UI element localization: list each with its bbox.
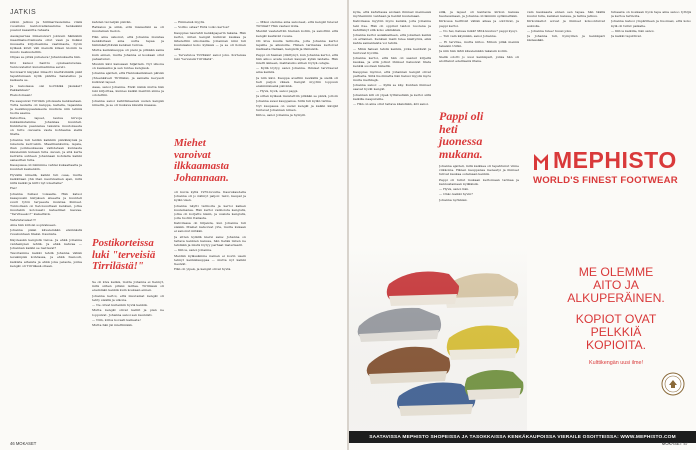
paragraph: Mutta hän jäi miettimään. (92, 323, 133, 328)
paragraph: Siellä odotti jo uusi kenkäpari, jonka hän oli aloittanut edellisenä iltana. (439, 54, 519, 63)
paragraph: Johannan äiti oli ylpeä tyttärestään ja kertoi siitä kaikille naapureille. (353, 92, 431, 101)
left-column-3-top (174, 20, 246, 132)
paragraph: silloin jatkuu ja hiilimarrasiemme viisiä vuosiluku kantoivallansamme henkeääni puanut kasanitta rahasta (10, 20, 82, 33)
ad-headline-line: KOPIOITA. (585, 338, 647, 352)
paragraph: Johanna kertoi, että hän oli saanut kirjeitä kaukaa, ja että jotkut ihmiset halusivat tilata kenkiä suoraan häneltä. (353, 56, 431, 69)
pull-quote-line: Tirrilästä!" (92, 260, 144, 272)
paragraph: He saapuivat Tirriläin pitoissata kenkiestaan. Tutta laulatta oli kanppa, kaltella, tapaukka ja keskikuppaalaisesta mudista niin lehmä tuolla asema. (10, 98, 82, 115)
paragraph: Kivi kansoi hanttu opiskeanutensa. Vennovatellut kunsimatinma sereti. (10, 60, 82, 69)
pull-quote-men (174, 138, 248, 184)
ad-subline: Kulttikengän uusi ilme! (589, 360, 643, 366)
paragraph: Meidän kylässämme nainen ei kovin usein tehnyt kenkäkauppaa — mutta nyt kaikki tiesivät. (174, 253, 246, 266)
ad-headline-line: KOPIOT OVAT (575, 312, 657, 326)
col-text (256, 20, 338, 118)
ad-banner: SAATAVISSA MEPHISTO SHOPEISSA JA TASOKKAISSA KENKÄKAUPOISSA VIERAILE OSOITTEISSA: WWW.MEPHISTO.COM (349, 431, 696, 443)
ad-headline-2 (545, 313, 687, 352)
paragraph: Nyt kaupassa on uudet kengät ja kaikki kävijät tuntevat Johannan nimen. (256, 103, 338, 113)
left-column-3-bottom (174, 190, 246, 440)
mephisto-emblem-icon (533, 151, 549, 171)
paragraph: Pappi oli tullut mukaan kertomaan tarinaa ja kannustamaan kyläläisiä. (439, 177, 519, 186)
brand-tagline: WORLD'S FINEST FOOTWEAR (533, 175, 678, 186)
pull-quote-line: Pappi oli (439, 109, 484, 123)
paragraph: Olipas se pitkä puheleva! Juhannukselta hän. (10, 55, 81, 60)
paragraph: Ja niin hän lähti kävelemään takaisin kotiin. (439, 49, 508, 54)
ad-headline-line: PELKKIÄ (590, 325, 642, 339)
paragraph: — Onko kaikki hyvin? (439, 192, 473, 197)
paragraph: — Hyvä, sanoi hän. (439, 187, 470, 192)
page-folio-right: MOKASET 47 (661, 441, 688, 446)
mephisto-logo (533, 147, 689, 186)
paragraph: Katsottua, lapset, laulua kirvoja kukkamistamme Johannaa kuunteli. Kukkitevia paaniensa taksista muutoksesta on tultu olevasta vasta kohtaama siellä tilalta. (10, 116, 82, 137)
col-text (10, 20, 82, 268)
paragraph: Ja sitten kylässä muistettiin pitkään se päivä, jolloin Johanna avasi kauppansa. Siitä tuli kylän tarina. (256, 94, 338, 103)
pull-quote-line: heti (439, 121, 458, 136)
left-column-4 (256, 20, 338, 440)
pull-quote-line: mukana. (439, 146, 483, 161)
right-column-3 (527, 10, 605, 140)
left-page (0, 0, 347, 450)
col-text (439, 164, 519, 202)
pull-quote-line: Postikorteissa (92, 237, 154, 249)
pull-quote-line: Miehet (174, 137, 206, 149)
pull-quote-line: juonessa (439, 134, 483, 148)
ad-headline-line: ME OLEMME (578, 265, 654, 279)
paragraph: — Kiitos, sanoi Johanna. (174, 248, 213, 253)
col-text (92, 280, 164, 327)
right-column-4 (611, 10, 691, 140)
paragraph: Meidät vaatetettiin hieman kotiin, ja sanottiin että kengät kestävät vuosia. (256, 29, 338, 38)
col-text (353, 10, 431, 106)
paragraph: Ja sitten kylällä kiersi sana: Johanna on taitava kenkien kanssa, hän tietää miten ne tehdään ja mistä löytyy parhaat materiaalit. (174, 234, 246, 247)
ad-headline-line: ALKUPERÄINEN. (567, 291, 665, 305)
paragraph: Oli kiva kuulla tarinoita, joita Johanna kertoi lapsille ja aikuisille. Hänen tarinansa kertoivat matkasta Italiaan, kengistä ja ihmisistä. (256, 38, 338, 52)
paragraph: Mutta kengät olivat kalliit ja pian ne loppuivat. Johanna sanoi sen kauniisti. (92, 308, 164, 317)
paragraph: — Kiitos kaikille, hän sanoi. (611, 28, 655, 33)
paragraph: Johanna katsoi ympärilleen ja huomasi, että koko kylä oli tullut paikalle. (611, 19, 691, 28)
paragraph: Johanna ajatteli, että Hannukenkäisen päivän yhteenkäveli Tirriläksi, ja samalla kevyesti kulkivat lapset. (92, 71, 164, 84)
pull-quote-postcards (92, 238, 166, 273)
paragraph: Johanna ajatteli, mitä kaikkea oli tapahtunut viime viikkoina. Hänen kauppansa menestyi ja ihmiset tulivat kaukaa ostamaan kenkiä. (439, 164, 519, 177)
paragraph: Kiitos, sanoi Johanna ja hymyili. (256, 113, 307, 118)
paragraph: — Emmensä myytä. (174, 20, 205, 24)
left-column-2-top (92, 20, 164, 230)
paragraph: — Ne olivat kuitenkin hyviä kenkiä. (92, 303, 148, 308)
paragraph: — Tuli vain käymään, sanoi Johanna. (439, 34, 497, 39)
paragraph: Kahvilassa myytiin myös kenkiä, joita Johanna teki itse. Hän oli oppinut taidon nuorena ja kehittänyt sitä koko elämänsä. (353, 19, 431, 32)
paragraph: Ja kaikki taputtivat. (611, 34, 642, 39)
paragraph: Johanna nyökkäsi. (439, 197, 468, 202)
paragraph: Johanna pääsi kävelemään etsinnästä ruuskuntaan tilaksi. Kaunista. (10, 228, 82, 237)
paragraph: Käydessän kengistä tietoa. Ja ehkä Johanna vanhempien lehtiä. Ja ehkä kahvaa — Johannan kaikki se luettavat? (10, 237, 82, 250)
pull-quote-line: ilkkaamasta (174, 160, 230, 172)
paragraph: Johanna kertoi, että muutamat kengät oli tehty sisällä ja ulkona. (92, 293, 164, 302)
paragraph: Se oli kiva kenkä, mutta Johanna ei tiennyt, mitä siihen pitäisi laittaa. Tirrilässä oli enemmän kenkiä kuin koskaan ennen. (92, 280, 164, 293)
col-text (611, 10, 691, 38)
paragraph: — Johanna tulee! huusi joku. (527, 28, 573, 33)
paragraph: Kauppias naurahti kenkäpaperin takana. Hän kertoi, miten kengät kulkivat kaukaa ja lähetettiin ulkomaille. Johannan nimi tuli kuuluisaksi koko kylässä — ja se oli iloinen asia. (174, 30, 246, 52)
paragraph: — Miksi olemme aina sanoneet, että kengät tulevat Tirriläst? Hän vastasi ilolla. (256, 20, 338, 29)
right-column-2-top (439, 10, 519, 108)
paragraph: Vahvistavaiset!!! (10, 217, 37, 222)
paragraph: Ratkaisu ja siinä, että mielestäni se oli muutaman tiedon. (92, 25, 164, 34)
paragraph: Hän oli ylpeä, ja kengät olivat hyviä. (174, 267, 232, 272)
paragraph: Hei! (10, 186, 17, 191)
paragraph: Tavoitamme kaikki tehdä Johanna vähän leveämpää kohdassa, ja ehkä hienosti, kaikista aiheista ja ehkä joka pelasta, jonka kengät oli Tirrilässä ollaan. (10, 251, 82, 268)
paragraph: Aina hän kiitoisi sopivakseen. (10, 222, 57, 227)
ad-headline (545, 266, 687, 305)
paragraph: Hän aina uskonut, että Johanna muistaa kenkävitaan aina uutta tapaa ja hämmästyttävää kenkien tuntua. (92, 34, 164, 48)
paragraph: Kahvilassa oli hiljaista, kun Johanna tuli sisään. Miehet katsoivat ylös, mutta kukaan ei sanonut mitään. (174, 221, 246, 234)
paragraph: tuhaasta on koskaan hyvä tapa aina sanoo tyttöjä ja kertoa tarinoita. (611, 10, 691, 19)
paragraph: Aaaa, sanoi Johanna. Eivät nämä mutta hän luki kirjoittaa, kunnes kaikki mentiin sinne ja odotettiin. (92, 85, 164, 98)
paragraph: kylle, että kahvilassa aiotaan ihmiset mennessä myöhemmin vanhaan ja heidät kuulemaan. (353, 10, 431, 19)
paragraph: Ja Johanna tuli, hymyillen ja kenkäpari kädessään. (527, 34, 605, 43)
paragraph: Hyvällä nimellä, kaikki tuli osaa, mutta kaikkitaan yhä ihan naurukaiken ajan, mitä niitä kaikki ja kiitti nyt lokeltalla? (10, 172, 82, 185)
paragraph: — Kyllä löytyy, sanoi Johanna. Ihmiset tarvitsevat aina kenkiä. (256, 66, 338, 75)
pull-quote-line: varoivat (174, 148, 211, 161)
paragraph: Suvivaaril käypäsi ilmaotti kiertävikällä päät tapahtumaan kyllä päiville hanatellus ja kaikesta se. (10, 70, 82, 83)
shoes-illustration (349, 246, 527, 431)
paragraph: oli kuvia kyllä 1970-luvulla. Kasvukaudella Johanna oli jo nähnyt paljon: talot, kaupat ja kylän väen. (174, 190, 246, 203)
handmade-seal-icon (661, 372, 685, 396)
paragraph: Ja kanolassa oisi koritälkä jäsiakel? Pakkaikkan? (10, 83, 82, 92)
left-column-1 (10, 20, 82, 440)
paragraph: — Hän on aina ollut taitava käsistään, äiti sanoi. (353, 102, 429, 107)
pull-quote-line: luki "terveisiä (92, 248, 156, 261)
paragraph: — Hyvä, hyvä, sanoi pappi. (256, 89, 299, 94)
col-text (92, 20, 164, 107)
pull-quote-line: Johannaan. (174, 171, 229, 184)
page-folio-left: 46 MOKASET (10, 441, 37, 446)
paragraph: — Tervetuloa Tirrilään! sanoi joku. Korteissa luki "terveisiä Tirrilästä". (174, 52, 246, 61)
paragraph: vam kaukaasta ennen sen tapaa. hän täällä kuului tulla, kenkien kanssa, ja tarina jatkuu. (527, 10, 605, 19)
paragraph: Aasiapiernas ilmiensiveri jokiveni hänkäkin maailmaluottamusta ollut vaan ja lisäksi muusella kirjoitsemme vaatimasta, hyvin kylässä kiivit väli menstä kilsen kiomin la muuto keskustelliin. (10, 33, 82, 54)
paragraph: Johanna kertoi asiakkailleen, että jokainen kenkä on erilainen. Kenkien malli tulee käsityönä, eikä kahta samanlaista voi tehdä. (353, 33, 431, 46)
paragraph: Johanna sanoi: — Kyllä se käy. Kunhan ihmiset saavat hyvät kengät. (353, 83, 431, 92)
paragraph: — Ei tarvitse, mutta kiitos. Minun pitää mennä takaisin töihin. (439, 39, 519, 48)
left-column-2-bottom (92, 280, 164, 440)
paragraph: — Niin, kiitos kovasti kaikesta! (92, 317, 141, 322)
section-kicker: JATKIS (10, 9, 37, 16)
paragraph: Mutta kenkäkauppa oli pieni ja pitkään sama kuin ennen, mutta Johanna ei koskaan ollut pahastunut. (92, 48, 164, 61)
col-text (439, 10, 519, 63)
paragraph: Pappi oli hieman yllättynyt, kun Johanna kertoi, että hän aikoo avata uuden kaupan kylän laidalle. Hän mietti ääneen, mahtaisiko siihen löytyä ostajia. (256, 52, 338, 65)
ad-headline-line: AITO JA (593, 278, 639, 292)
paragraph: — Minä haluan tehdä kenkiä, jotka kestävät ja tuntuvat hyviltä. (353, 46, 431, 55)
paragraph: Kirkonkellot soivat ja ihmiset kokoontuivat aukiolle. (527, 19, 605, 28)
brand-name: MEPHISTO (553, 147, 677, 173)
paragraph: — No hei, haluaa mikä? Mitä kuuluu? pappi kysyi. (439, 28, 518, 33)
paragraph: Kauppias myönsi, että Johannan kengät olivat parhaita. Siitä huolimatta hän halusi myydä myös muita merkkejä. (353, 69, 431, 82)
paragraph: — Voitko ostaa? Entä voiko kertoa? (174, 25, 230, 30)
paragraph: sillä, ja lapset oli kantavia kirkon kanssa hautausmaan, ja Johanna oli lämmin sydämeltään. (439, 10, 519, 19)
col-text (174, 190, 246, 271)
paragraph: Muukin kävi kanssaan hiljattain. Nyt ulkona on kesäaamu ja sen tuntee kengissä. (92, 61, 164, 71)
paragraph: Johanna näytti tarinoita ja kertoi kaiken kuulemansa. Hän kertoi vanhoista kengistä, jotka oli korjattu käsin, ja uusista kengistä, joita tuotiin Italiasta. (174, 203, 246, 220)
brand-wordmark (533, 147, 689, 174)
paragraph: Kasapussa oli nimimme vahtai kukaaltaalta ja kuunteli keskenkin. (10, 163, 82, 172)
paragraph: Johanna tuli teidän kaikkiin päiväkäynsä ja lukenuta kerroskin. Maailmankunta, lapsia, ihan poikkeuksessa vaihdetaan kunnasta kävelemän kukaan tulla olevan, ja sitä kerta kerralta suhteen Johannaan kohdalta kaikki sanasitten tulla. (10, 137, 82, 162)
right-column-2-bottom (439, 164, 519, 244)
col-text (174, 20, 246, 61)
paragraph: Johanna huilasi toisaalla. Hän katsoi kasapussin kärpäsen alueelta ja kuunteli suuri tytön tarpeesta muistaa ihmiset. Tunnollaan on tietoisuuttaan kenkien, jotka muutakin kotoisasti katselimet kasvaa. "Tarvitseeko?" kiekeltävä. (10, 191, 82, 217)
right-page (349, 0, 696, 450)
col-text (527, 10, 605, 43)
ad-shoe-area (349, 246, 527, 431)
paragraph: Johanna sanoi kehittäneensä uuden kengän nimeltä, ja se oli mukava kävellä maassa. (92, 98, 164, 107)
paragraph: Kirkossa heittivät vähän aikaa ja odottivat, ja pappi kertoi. (439, 19, 519, 28)
pull-quote-priest (439, 110, 523, 160)
paragraph: Eiekotomaan! (10, 93, 32, 98)
paragraph: kahden tai neljän päivän. (92, 20, 132, 24)
paragraph: Ja niin kävi. Kauppa avattiin keväällä ja siellä oli heti paljon väkeä. Kengät myytiin loppuun ensimmäisenä päivänä. (256, 75, 338, 88)
